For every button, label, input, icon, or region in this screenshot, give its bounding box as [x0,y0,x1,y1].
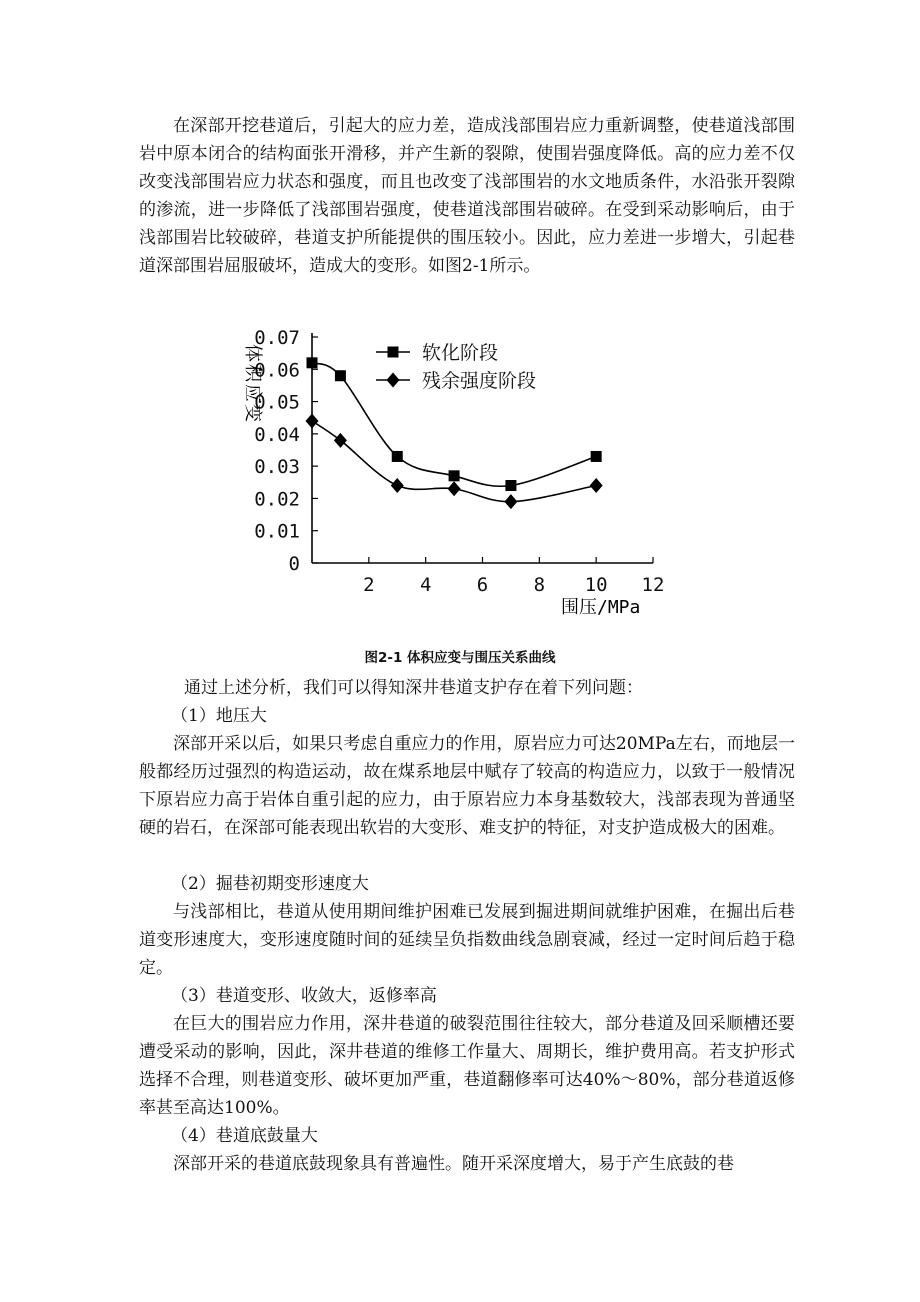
y-tick-label: 0.02 [254,488,300,511]
body-3: 在巨大的围岩应力作用，深井巷道的破裂范围往往较大，部分巷道及回采顺槽还要遭受采动的影响，因此，深井巷道的维修工作量大、周期长，维护费用高。若支护形式选择不合理，则巷道变形、破坏更加严重，巷道翻修率可达40%～80%，部分巷道返修率甚至高达100%。 [139,1014,795,1118]
y-tick-label: 0.01 [254,520,300,543]
square-marker [591,451,602,462]
chart-axes [312,333,653,563]
x-tick-label: 12 [641,574,665,596]
x-tick-label: 8 [533,574,546,596]
body-1: 深部开采以后，如果只考虑自重应力的作用，原岩应力可达20MPa左右，而地层一般都经历过强烈的构造运动，故在煤系地层中赋存了较高的构造应力，以致于一般情况下原岩应力高于岩体自重引起的应力，由于原岩应力本身基数较大，浅部表现为普通坚硬的岩石，在深部可能表现出软岩的大变形、难支护的特征，对支护造成极大的困难。 [139,734,795,838]
y-axis-label: 体积应变 [242,344,263,424]
x-tick-label: 4 [419,574,432,596]
y-tick-label: 0.07 [254,327,300,349]
chart-legend [376,342,536,392]
y-tick-label: 0.03 [254,456,300,479]
body-4: 深部开采的巷道底鼓现象具有普遍性。随开采深度增大，易于产生底鼓的巷 [173,1154,734,1174]
x-tick-label: 10 [584,574,608,596]
body-2: 与浅部相比，巷道从使用期间维护困难已发展到掘进期间就维护困难，在掘出后巷道变形速度大，变形速度随时间的延续呈负指数曲线急剧衰减，经过一定时间后趋于稳定。 [139,902,795,978]
diamond-marker [448,481,461,496]
diamond-marker [306,413,319,428]
diamond-marker [391,478,404,493]
diamond-marker [504,494,517,509]
figure-caption: 图2-1 体积应变与围压关系曲线 [364,650,556,666]
heading-1: （1）地压大 [171,706,267,726]
legend-label: 残余强度阶段 [422,370,537,392]
square-marker [505,480,516,491]
square-marker [307,357,318,368]
diamond-marker [590,478,603,493]
square-marker [392,451,403,462]
y-tick-label: 0.05 [254,391,300,414]
y-tick-label: 0.06 [254,359,300,382]
diamond-marker [334,433,347,448]
square-marker [449,470,460,481]
x-tick-label: 2 [363,574,375,596]
heading-3: （3）巷道变形、收敛大，返修率高 [171,986,437,1006]
y-tick-label: 0.04 [254,423,300,446]
square-marker [388,347,399,358]
y-tick-label: 0 [288,553,300,575]
heading-4: （4）巷道底鼓量大 [171,1126,318,1146]
x-axis-label: 围压/MPa [561,597,641,618]
volume-strain-chart [220,318,680,623]
legend-label: 软化阶段 [422,342,499,364]
x-tick-label: 6 [476,574,489,596]
diamond-marker [387,373,400,388]
square-marker [335,370,346,381]
heading-2: （2）掘巷初期变形速度大 [171,874,369,894]
series-2 [306,413,603,509]
analysis-sentence: 通过上述分析，我们可以得知深井巷道支护存在着下列问题： [184,678,643,698]
intro-paragraph: 在深部开挖巷道后，引起大的应力差，造成浅部围岩应力重新调整，使巷道浅部围岩中原本闭合的结构面张开滑移，并产生新的裂隙，使围岩强度降低。高的应力差不仅改变浅部围岩应力状态和强度，而且也改变了浅部围岩的水文地质条件，水沿张开裂隙的渗流，进一步降低了浅部围岩强度，使巷道浅部围岩破碎。在受到采动影响后，由于浅部围岩比较破碎，巷道支护所能提供的围压较小。因此，应力差进一步增大，引起巷道深部围岩屈服破坏，造成大的变形。如图2-1所示。 [139,116,795,276]
